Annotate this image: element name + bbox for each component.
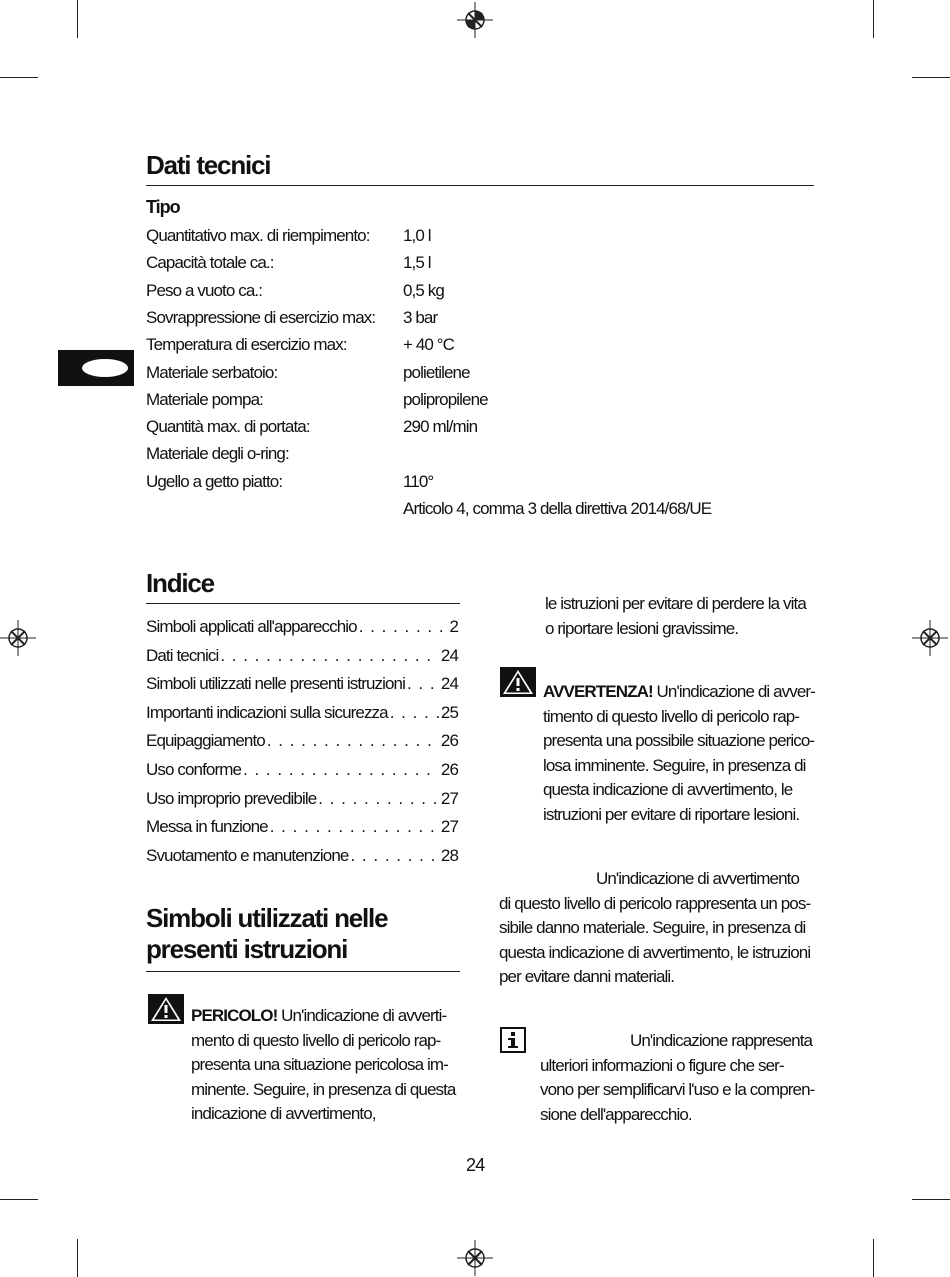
toc-leader-dots [220, 646, 439, 666]
text-line: Un'indicazione di avver- [652, 682, 815, 701]
toc-leader-dots [267, 731, 439, 751]
text-line: Un'indicazione rappresenta [630, 1031, 813, 1050]
text-line: vono per semplificarvi l'uso e la compren- [540, 1080, 815, 1099]
registration-mark-icon [457, 2, 493, 38]
text-line: questa indicazione di avvertimento, le istruzioni [499, 942, 811, 962]
text-line: presenta una situazione pericolosa im- [191, 1055, 448, 1074]
tech-value: Articolo 4, comma 3 della direttiva 2014/68/UE [403, 499, 712, 518]
text-line: le istruzioni per evitare di perdere la vita [545, 594, 806, 613]
text-line: minente. Seguire, in presenza di questa [191, 1079, 456, 1099]
tech-row [146, 335, 816, 362]
warning-triangle-icon [148, 994, 184, 1024]
title-rule [146, 185, 814, 186]
toc-leader-dots [350, 846, 438, 866]
crop-mark [912, 77, 950, 78]
section-title-line: Simboli utilizzati nelle [146, 903, 388, 933]
toc-leader-dots [407, 674, 439, 694]
section-title-line: presenti istruzioni [146, 934, 348, 964]
tech-row [146, 226, 816, 253]
tech-value: 110° [403, 471, 434, 491]
toc-entry [146, 760, 458, 788]
tech-value: 290 ml/min [403, 417, 478, 437]
toc-entry [146, 846, 458, 874]
text-line: sione dell'apparecchio. [540, 1104, 692, 1124]
tech-row [146, 253, 816, 280]
text-line: Un'indicazione di avvertimento [596, 869, 800, 888]
text-line: per evitare danni materiali. [499, 967, 675, 986]
toc-entry-page: 26 [440, 731, 458, 751]
toc-entry-page: 27 [440, 817, 458, 837]
tech-value: 0,5 kg [403, 280, 444, 300]
section-title-tech: Dati tecnici [146, 150, 271, 180]
tech-row [146, 417, 816, 444]
toc-entry-page: 2 [449, 617, 458, 636]
toc-entry-title: Importanti indicazioni sulla sicurezza [146, 702, 388, 722]
nota-text [540, 1029, 815, 1127]
page-number: 24 [466, 1155, 485, 1175]
tech-row [146, 363, 816, 390]
tech-label: Materiale pompa: [146, 389, 263, 409]
toc-entry-page: 26 [440, 760, 458, 779]
tech-row [146, 499, 816, 526]
toc-leader-dots [318, 789, 439, 809]
tech-label: Quantitativo max. di riempimento: [146, 226, 370, 245]
text-line: timento di questo livello di pericolo rap- [543, 706, 800, 726]
toc-entry-title: Simboli utilizzati nelle presenti istruzioni [146, 674, 405, 694]
toc-entry [146, 817, 458, 845]
text-line: o riportare lesioni gravissime. [545, 618, 739, 638]
tech-row [146, 308, 816, 335]
toc-entry-title: Dati tecnici [146, 645, 219, 665]
tech-row [146, 390, 816, 417]
toc-entry-title: Uso improprio prevedibile [146, 788, 317, 808]
avvertenza-keyword: AVVERTENZA! [543, 682, 653, 701]
crop-mark [0, 77, 38, 78]
tech-value: polietilene [403, 362, 470, 382]
text-line: Un'indicazione di avverti- [277, 1006, 447, 1025]
toc-entry-title: Simboli applicati all'apparecchio [146, 617, 357, 636]
text-line: sibile danno materiale. Seguire, in presenza di [499, 918, 806, 937]
language-tab [58, 350, 134, 386]
crop-mark [912, 1199, 950, 1200]
registration-mark-icon [457, 1240, 493, 1276]
toc-leader-dots [359, 617, 448, 637]
toc-entry [146, 789, 458, 817]
warning-triangle-icon [500, 667, 536, 697]
toc-leader-dots [270, 817, 439, 837]
tech-subtitle: Tipo [146, 197, 180, 217]
avvertenza-text [543, 680, 815, 827]
toc-entry [146, 646, 458, 674]
toc-entry-title: Messa in funzione [146, 817, 268, 837]
title-rule [146, 971, 460, 972]
toc-entry-page: 28 [440, 845, 458, 865]
pericolo-text [191, 1004, 461, 1127]
toc-entry-page: 24 [440, 674, 458, 694]
section-title-index: Indice [146, 568, 214, 598]
tech-row [146, 444, 816, 471]
tech-label: Temperatura di esercizio max: [146, 335, 347, 355]
attenzione-text [499, 867, 817, 990]
toc-entry-title: Svuotamento e manutenzione [146, 845, 349, 865]
text-line: questa indicazione di avvertimento, le [543, 780, 793, 799]
crop-mark [873, 1239, 874, 1277]
text-line: ulteriori informazioni o figure che ser- [540, 1055, 784, 1075]
toc-entry-page: 27 [440, 788, 458, 808]
pericolo-keyword: PERICOLO! [191, 1006, 278, 1025]
text-line: indicazione di avvertimento, [191, 1104, 376, 1123]
tech-label: Materiale degli o-ring: [146, 444, 289, 464]
crop-mark [873, 0, 874, 38]
section-title-symbols [146, 903, 387, 965]
toc-entry-page: 25 [440, 702, 458, 722]
toc-leader-dots [390, 703, 439, 723]
tech-label: Capacità totale ca.: [146, 253, 274, 273]
crop-mark [77, 0, 78, 38]
tech-value: 1,5 l [403, 253, 431, 273]
toc-leader-dots [243, 760, 439, 780]
toc-entry-title: Uso conforme [146, 760, 242, 779]
tech-value: 3 bar [403, 307, 438, 327]
toc-entry [146, 703, 458, 731]
tech-label: Quantità max. di portata: [146, 417, 310, 437]
text-line: presenta una possibile situazione perico- [543, 731, 815, 750]
registration-mark-icon [912, 620, 948, 656]
tech-value: polipropilene [403, 389, 488, 409]
pericolo-continued [545, 592, 815, 641]
tech-label: Materiale serbatoio: [146, 362, 278, 382]
tech-row [146, 472, 816, 499]
title-rule [146, 603, 460, 604]
tech-label: Peso a vuoto ca.: [146, 280, 263, 300]
text-line: mento di questo livello di pericolo rap- [191, 1030, 441, 1050]
tech-label: Sovrappressione di esercizio max: [146, 307, 376, 327]
tech-row [146, 281, 816, 308]
toc-entry [146, 674, 458, 702]
toc-entry-title: Equipaggiamento [146, 731, 265, 751]
tech-value: 1,0 l [403, 226, 431, 245]
tech-value: + 40 °C [403, 335, 455, 355]
info-icon [500, 1027, 526, 1053]
registration-mark-icon [0, 620, 36, 656]
toc-entry-page: 24 [440, 645, 458, 665]
crop-mark [0, 1199, 38, 1200]
text-line: istruzioni per evitare di riportare lesioni. [543, 804, 800, 824]
text-line: di questo livello di pericolo rappresenta un pos- [499, 893, 811, 913]
toc-entry [146, 731, 458, 759]
crop-mark [77, 1239, 78, 1277]
toc-entry [146, 617, 458, 645]
tech-label: Ugello a getto piatto: [146, 471, 283, 491]
text-line: losa imminente. Seguire, in presenza di [543, 755, 806, 775]
